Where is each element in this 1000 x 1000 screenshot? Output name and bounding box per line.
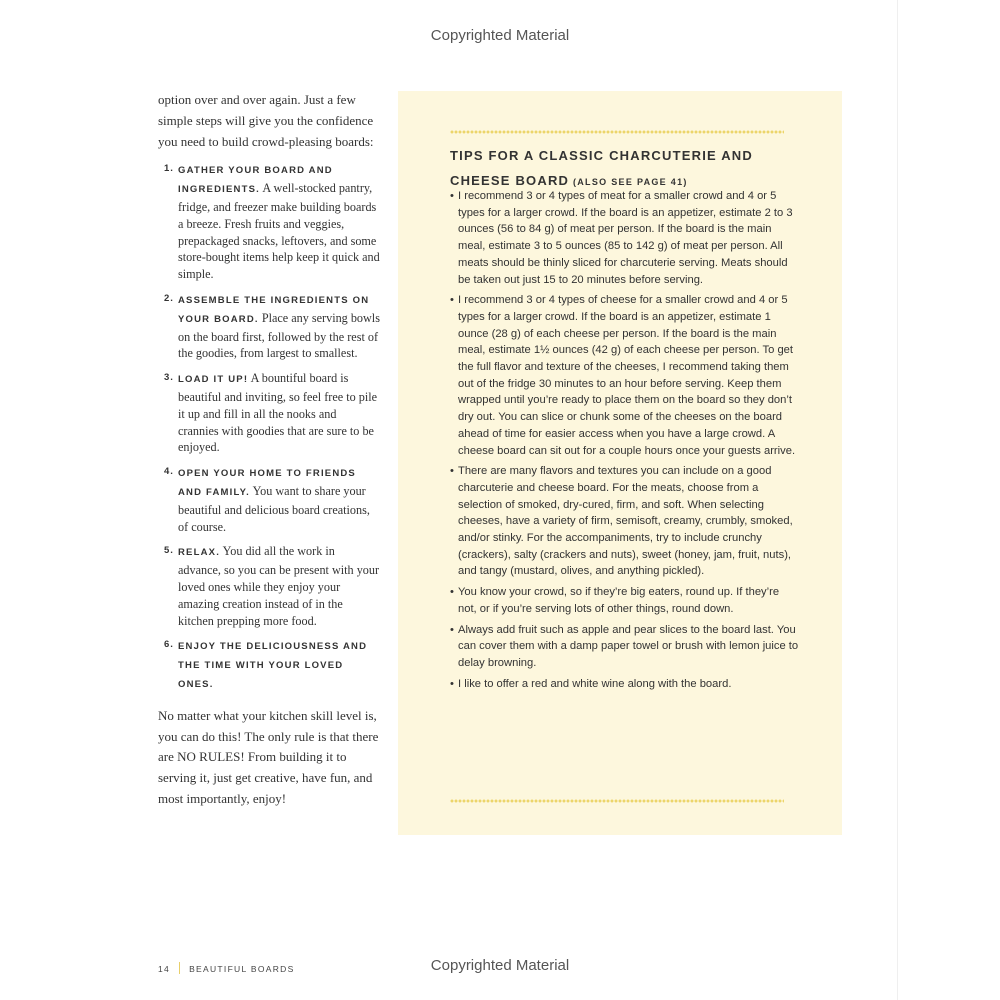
tips-list: [450, 188, 800, 696]
tip-item: • Always add fruit such as apple and pear slices to the board last. You can cover them with a damp paper towel or brush with lemon juice to delay browning.: [450, 622, 800, 672]
dotted-divider-top: [450, 130, 784, 134]
step-title: ASSEMBLE THE INGREDIENTS ON YOUR BOARD.: [178, 294, 370, 325]
tip-item: • I recommend 3 or 4 types of meat for a smaller crowd and 4 or 5 types for a larger crowd. If the board is an appetizer, estimate 2 to 3 ounces (56 to 84 g) of meat per person. If the board is the main meal, estimate 3 to 5 ounces (85 to 142 g) of meat per person. All meats should be thinly sliced for charcuterie serving. Meats should be taken out just 15 to 20 minutes before serving.: [450, 188, 800, 288]
step-title: OPEN YOUR HOME TO FRIENDS AND FAMILY.: [178, 468, 356, 498]
step-item: [158, 543, 380, 629]
step-number: 2.: [164, 292, 174, 304]
step-title: GATHER YOUR BOARD AND INGREDIENTS.: [178, 165, 333, 196]
tips-heading-title: TIPS FOR A CLASSIC CHARCUTERIE AND CHEESE BOARD: [450, 148, 753, 188]
step-text: Place any serving bowls on the board first, followed by the rest of the goodies, from largest to smallest.: [178, 310, 380, 361]
step-number: 6.: [164, 639, 174, 651]
step-text: A bountiful board is beautiful and inviting, so feel free to pile it up and fill in all the nooks and crannies with goodies that are sure to be enjoyed.: [178, 371, 377, 455]
intro-paragraph: [158, 90, 380, 152]
intro-text: option over and over again. Just a few simple steps will give you the confidence you need to build crowd-pleasing boards:: [158, 92, 374, 149]
outro-text: No matter what your kitchen skill level is, you can do this! The only rule is that there are NO RULES! From building it to serving it, just get creative, have fun, and most importantly, enjoy!: [158, 707, 379, 806]
tip-item: • I like to offer a red and white wine along with the board.: [450, 676, 800, 693]
step-number: 3.: [164, 372, 174, 384]
step-number: 5.: [164, 545, 174, 557]
step-number: 4.: [164, 466, 174, 478]
copyright-header: Copyrighted Material: [430, 27, 570, 44]
page-number: 14: [158, 964, 171, 974]
step-item: [158, 464, 380, 535]
step-title: ENJOY THE DELICIOUSNESS AND THE TIME WITH YOUR LOVED ONES.: [178, 641, 368, 690]
step-text: You did all the work in advance, so you can be present with your loved ones while they enjoy your amazing creation instead of in the kitchen prepping more food.: [178, 544, 380, 628]
tip-item: • You know your crowd, so if they’re big eaters, round up. If they’re not, or if you’re serving lots of other things, round down.: [450, 584, 800, 617]
copyright-footer: Copyrighted Material: [430, 957, 570, 974]
step-text: You want to share your beautiful and delicious board creations, of course.: [178, 483, 370, 534]
dotted-divider-bottom: [450, 799, 784, 803]
page-edge-line: [897, 0, 898, 1000]
tips-box: [398, 91, 842, 835]
step-number: 1.: [164, 163, 174, 175]
tip-item: • I recommend 3 or 4 types of cheese for a smaller crowd and 4 or 5 types for a larger crowd. If the board is an appetizer, estimate 1 ounce (28 g) of each cheese per person. If the board is the main meal, estimate 1½ ounces (42 g) of each cheese per person. To get the full flavor and texture of the cheeses, I recommend taking them out of the fridge 30 minutes to an hour before serving. Keep them wrapped until you’re ready to place them on the board so they don’t dry out. You can slice or chunk some of the cheeses on the board ahead of time for easier access when you have a large crowd. A cheese board can sit out for a couple hours once your guests arrive.: [450, 292, 800, 459]
tip-item: • There are many flavors and textures you can include on a good charcuterie and cheese board. For the meats, choose from a selection of smoked, dry-cured, firm, and soft. When selecting cheeses, have a variety of firm, semisoft, creamy, crumbly, smoked, and/or stinky. For the accompaniments, try to include crunchy (crackers), salty (crackers and nuts), sweet (honey, jam, fruit, nuts), and tangy (mustard, olives, and anything pickled).: [450, 463, 800, 580]
step-title: RELAX.: [178, 547, 221, 559]
steps-list: [158, 161, 380, 693]
step-item: [158, 161, 380, 283]
step-item: [158, 637, 380, 693]
step-item: [158, 370, 380, 456]
outro-paragraph: [158, 706, 380, 810]
left-column: [158, 90, 380, 810]
book-title: BEAUTIFUL BOARDS: [189, 964, 295, 974]
step-item: [158, 291, 380, 362]
step-title: LOAD IT UP!: [178, 374, 249, 386]
tips-heading-page-ref: (ALSO SEE PAGE 41): [569, 177, 688, 187]
step-text: A well-stocked pantry, fridge, and freezer make building boards a breeze. Fresh fruits and veggies, prepackaged snacks, leftovers, and some store-bought items help keep it quick and simple.: [178, 181, 380, 282]
